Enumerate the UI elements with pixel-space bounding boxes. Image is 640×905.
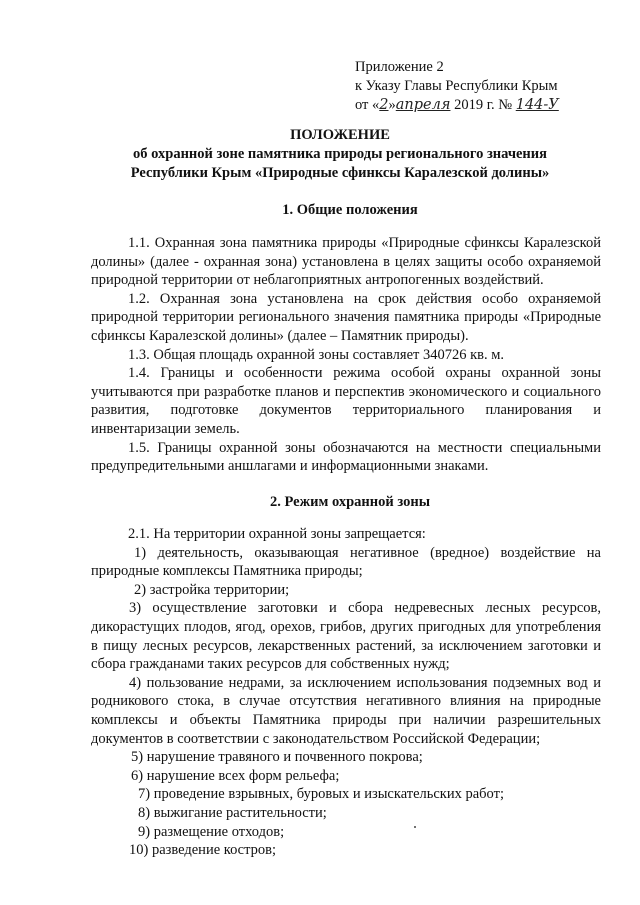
list-item-2: 2) застройка территории; bbox=[134, 581, 290, 598]
section-2-body bbox=[91, 525, 601, 860]
section-1-heading: 1. Общие положения bbox=[282, 202, 418, 218]
paragraph-1-1: 1.1. Охранная зона памятника природы «Природные сфинксы Каралезской долины» (далее - охранная зона) установлена в целях защиты особо охраняемой природной территории от неблагоприятных антропогенных воздействий. bbox=[91, 235, 601, 289]
section-2-heading: 2. Режим охранной зоны bbox=[269, 494, 431, 510]
paragraph-1-5: 1.5. Границы охранной зоны обозначаются на местности специальными предупредительными аншлагами и информационными знаками. bbox=[91, 439, 601, 475]
list-item-10: 10) разведение костров; bbox=[129, 842, 277, 859]
paragraph-1-2: 1.2. Охранная зона установлена на срок действия особо охраняемой природной территории регионального значения памятника природы «Природные сфинксы Каралезской долины» (далее – Памятник природы). bbox=[91, 290, 601, 344]
list-item-5: 5) нарушение травяного и почвенного покрова; bbox=[131, 749, 423, 766]
paragraph-1-4: 1.4. Границы и особенности режима особой охраны охранной зоны учитываются при разработке планов и перспектив экономического и социального развития, подготовке документов территориального планирования и инвентаризации земель. bbox=[91, 365, 601, 437]
appendix-date-line bbox=[355, 96, 559, 115]
handwritten-month: апреля bbox=[395, 97, 451, 113]
document-subtitle-1: об охранной зоне памятника природы регионального значения bbox=[133, 146, 547, 162]
handwritten-day: 2 bbox=[379, 97, 389, 113]
section-1-body bbox=[91, 234, 601, 476]
list-item-6: 6) нарушение всех форм рельефа; bbox=[131, 767, 340, 784]
document-title-block bbox=[90, 126, 590, 183]
handwritten-decree-number: 144-У bbox=[515, 97, 559, 113]
list-item-3: 3) осуществление заготовки и сбора недревесных лесных ресурсов, дикорастущих плодов, ягод, орехов, грибов, других пригодных для употребления в пищу лесных ресурсов, лекарственных растений, за исключением заготовки и сбора гражданами таких ресурсов для собственных нужд; bbox=[91, 600, 601, 673]
date-prefix: от « bbox=[355, 97, 380, 113]
list-item-8: 8) выжигание растительности; bbox=[138, 804, 327, 821]
date-quote-close: » bbox=[388, 97, 396, 113]
document-title: ПОЛОЖЕНИЕ bbox=[290, 127, 390, 143]
year-and-number-label: 2019 г. № bbox=[450, 97, 516, 113]
list-item-7: 7) проведение взрывных, буровых и изыскательских работ; bbox=[138, 786, 504, 803]
list-item-9: 9) размещение отходов; bbox=[138, 823, 285, 840]
paragraph-2-1: 2.1. На территории охранной зоны запрещается: bbox=[128, 526, 426, 542]
list-item-4: 4) пользование недрами, за исключением использования подземных вод и родникового стока, в случае отсутствия негативного влияния на природные комплексы и объекты Памятника природы при наличии разрешительных документов в соответствии с законодательством Российской Федерации; bbox=[91, 674, 601, 747]
appendix-header bbox=[355, 58, 559, 115]
list-item-1: 1) деятельность, оказывающая негативное (вредное) воздействие на природные комплексы Памятника природы; bbox=[91, 544, 601, 580]
appendix-number: Приложение 2 bbox=[355, 59, 444, 75]
scan-speck bbox=[414, 826, 416, 828]
document-subtitle-2: Республики Крым «Природные сфинксы Каралезской долины» bbox=[130, 165, 550, 181]
appendix-decree: к Указу Главы Республики Крым bbox=[355, 78, 558, 94]
paragraph-1-3: 1.3. Общая площадь охранной зоны составляет 340726 кв. м. bbox=[128, 346, 505, 363]
